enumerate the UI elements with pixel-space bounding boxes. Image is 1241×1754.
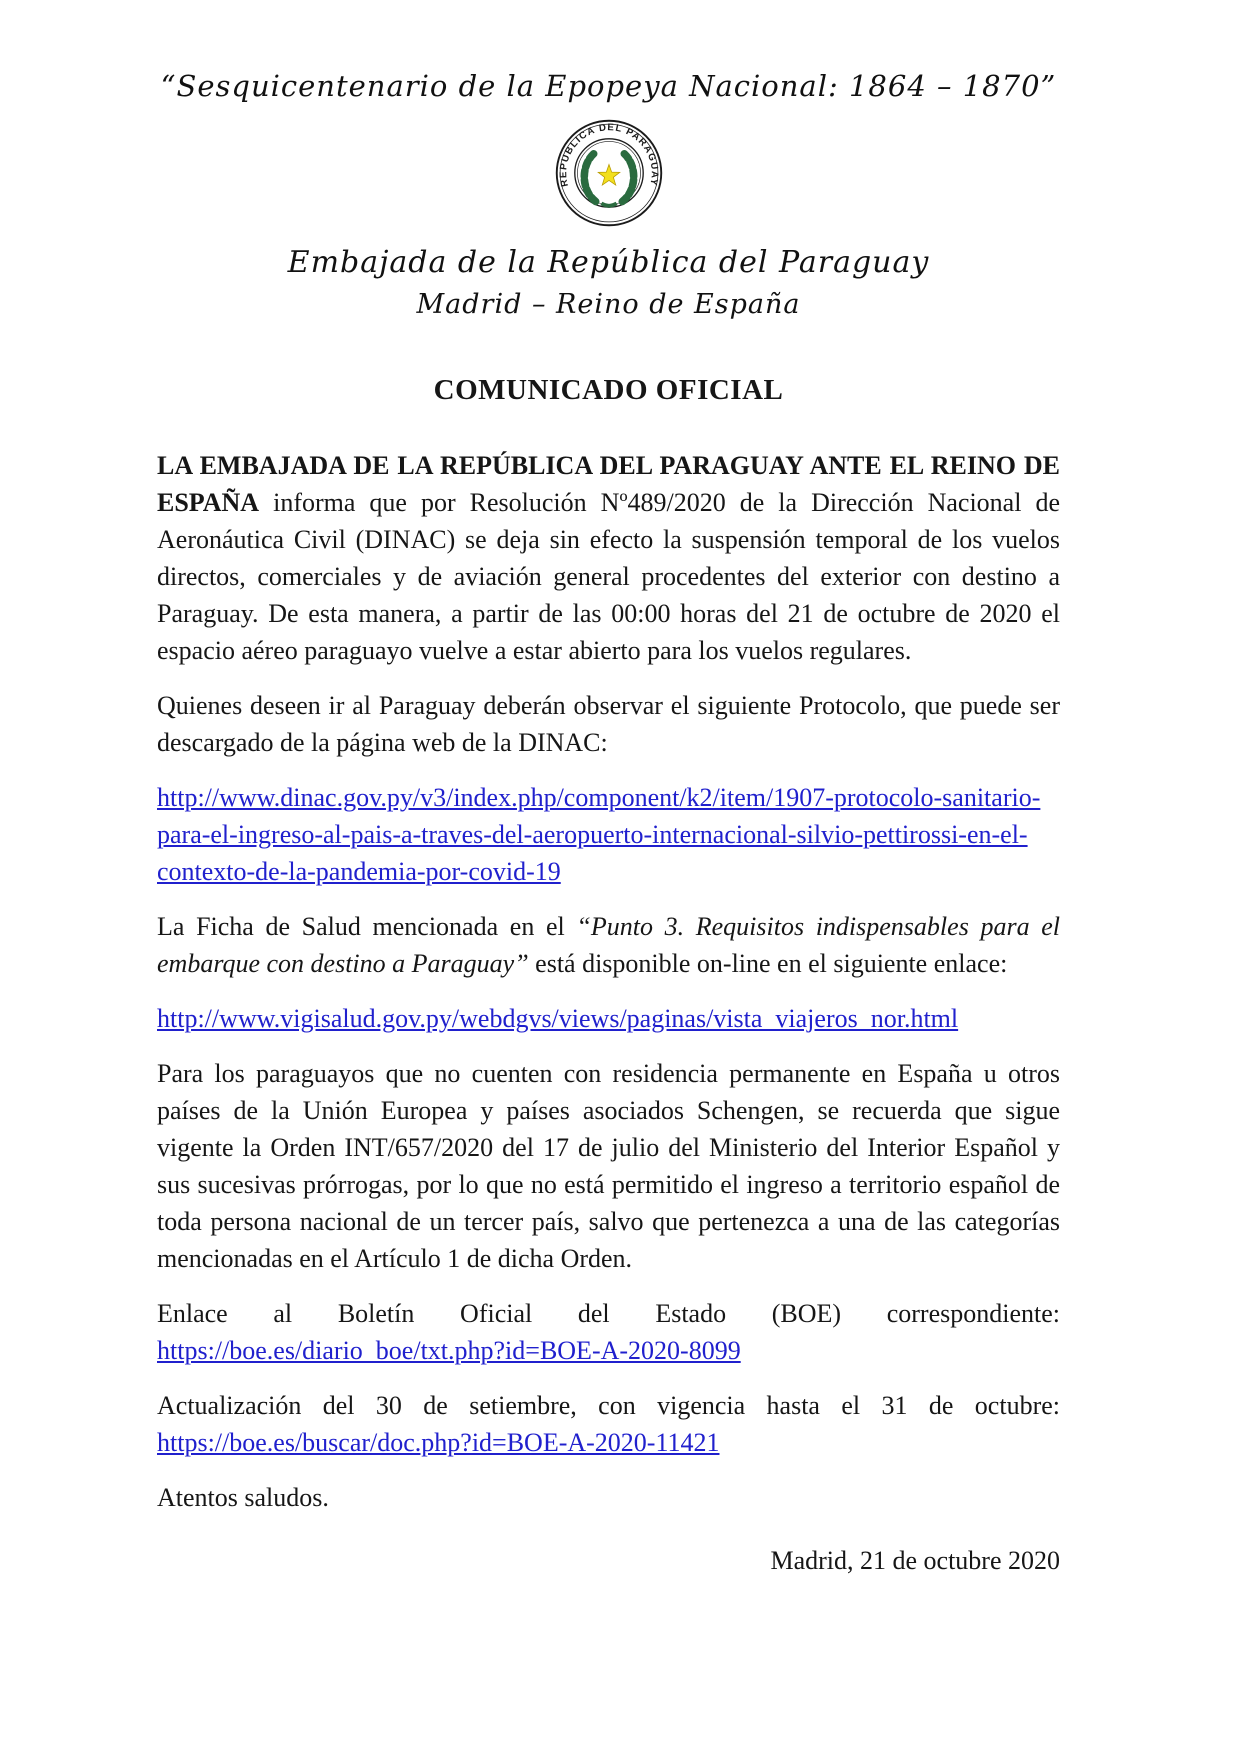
seal-ring-text: REPUBLICA DEL PARAGUAY <box>557 122 660 188</box>
paraguay-coat-of-arms <box>552 116 666 230</box>
body-text: Quienes deseen ir al Paraguay deberán observar el siguiente Protocolo, que puede ser descargado de la página web de la DINAC: <box>157 691 1060 757</box>
document-body <box>157 447 1060 1516</box>
letterhead <box>157 66 1060 324</box>
hyperlink[interactable]: http://www.dinac.gov.py/v3/index.php/component/k2/item/1907-protocolo-sanitario-para-el-ingreso-al-pais-a-traves-del-aeropuerto-internacional-silvio-pettirossi-en-el-contexto-de-la-pandemia-por-covid-19 <box>157 783 1041 886</box>
paragraph <box>157 1055 1060 1277</box>
paragraph <box>157 447 1060 669</box>
hyperlink[interactable]: https://boe.es/buscar/doc.php?id=BOE-A-2020-11421 <box>157 1428 720 1457</box>
motto-line: “Sesquicentenario de la Epopeya Nacional: 1864 – 1870” <box>160 69 1057 103</box>
hyperlink[interactable]: https://boe.es/diario_boe/txt.php?id=BOE-A-2020-8099 <box>157 1336 741 1365</box>
paragraph <box>157 687 1060 761</box>
paragraph <box>157 1295 1060 1369</box>
embassy-location-line: Madrid – Reino de España <box>416 289 801 320</box>
paragraph <box>157 1000 1060 1037</box>
hyperlink[interactable]: http://www.vigisalud.gov.py/webdgvs/views/paginas/vista_viajeros_nor.html <box>157 1004 959 1033</box>
seal-icon <box>552 116 666 230</box>
wreath-left-branch <box>584 152 595 201</box>
star-icon <box>598 164 620 185</box>
document-title: COMUNICADO OFICIAL <box>433 374 784 406</box>
paragraph <box>157 908 1060 982</box>
date-line: Madrid, 21 de octubre 2020 <box>770 1546 1060 1575</box>
paragraph <box>157 1387 1060 1461</box>
paragraph <box>157 779 1060 890</box>
bold-text: LA EMBAJADA DE LA REPÚBLICA DEL PARAGUAY ANTE EL REINO DE ESPAÑA <box>157 451 1060 517</box>
wreath-tie <box>601 203 616 205</box>
paragraph <box>157 1479 1060 1516</box>
embassy-name-line: Embajada de la República del Paraguay <box>287 245 930 280</box>
body-text: Para los paraguayos que no cuenten con residencia permanente en España u otros países de la Unión Europea y países asociados Schengen, se recuerda que sigue vigente la Orden INT/657/2020 del 17 de julio del Ministerio del Interior Español y sus sucesivas prórrogas, por lo que no está permitido el ingreso a territorio español de toda persona nacional de un tercer país, salvo que pertenezca a una de las categorías mencionadas en el Artículo 1 de dicha Orden. <box>157 1059 1060 1273</box>
body-text: Atentos saludos. <box>157 1483 329 1512</box>
body-text: informa que por Resolución Nº489/2020 de la Dirección Nacional de Aeronáutica Civil (DINAC) se deja sin efecto la suspensión temporal de los vuelos directos, comerciales y de aviación general procedentes del exterior con destino a Paraguay. De esta manera, a partir de las 00:00 horas del 21 de octubre de 2020 el espacio aéreo paraguayo vuelve a estar abierto para los vuelos regulares. <box>157 488 1060 665</box>
body-text: Actualización del 30 de setiembre, con vigencia hasta el 31 de octubre: <box>157 1391 1060 1420</box>
body-text: está disponible on-line en el siguiente enlace: <box>528 949 1008 978</box>
wreath-right-branch <box>622 152 633 201</box>
body-text: La Ficha de Salud mencionada en el <box>157 912 577 941</box>
italic-text: “Punto 3. Requisitos indispensables para el embarque con destino a Paraguay” <box>157 912 1060 978</box>
body-text: Enlace al Boletín Oficial del Estado (BOE) correspondiente: <box>157 1299 1060 1328</box>
